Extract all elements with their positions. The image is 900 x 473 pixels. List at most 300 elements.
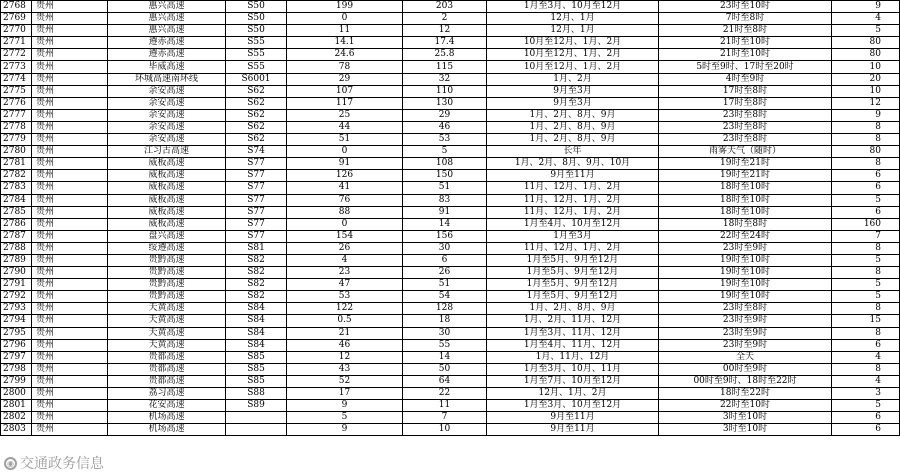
highway-name-cell: 贵都高速 bbox=[108, 351, 226, 363]
hours-cell: 7时至8时 bbox=[659, 13, 832, 25]
table-row bbox=[1, 388, 900, 400]
row-number: 2791 bbox=[1, 279, 32, 291]
length-cell: 6 bbox=[832, 182, 900, 194]
start-km-cell: 44 bbox=[287, 121, 403, 133]
route-code-cell: S50 bbox=[226, 25, 287, 37]
hours-cell: 23时至9时 bbox=[659, 339, 832, 351]
table-row bbox=[1, 400, 900, 412]
hours-cell: 23时至8时 bbox=[659, 134, 832, 146]
start-km-cell: 12 bbox=[287, 351, 403, 363]
province-cell: 贵州 bbox=[32, 170, 108, 182]
length-cell: 12 bbox=[832, 97, 900, 109]
end-km-cell: 51 bbox=[403, 279, 487, 291]
row-number: 2783 bbox=[1, 182, 32, 194]
row-number: 2788 bbox=[1, 242, 32, 254]
route-code-cell: S84 bbox=[226, 315, 287, 327]
length-cell: 6 bbox=[832, 170, 900, 182]
hours-cell: 23时至9时 bbox=[659, 315, 832, 327]
hours-cell: 雨雾天气（随时） bbox=[659, 146, 832, 158]
start-km-cell: 14.1 bbox=[287, 37, 403, 49]
route-code-cell: S62 bbox=[226, 134, 287, 146]
months-cell: 1月至5月、9月至12月 bbox=[487, 279, 659, 291]
end-km-cell: 26 bbox=[403, 267, 487, 279]
row-number: 2782 bbox=[1, 170, 32, 182]
row-number: 2786 bbox=[1, 218, 32, 230]
start-km-cell: 26 bbox=[287, 242, 403, 254]
hours-cell: 21时至8时 bbox=[659, 25, 832, 37]
end-km-cell: 130 bbox=[403, 97, 487, 109]
province-cell: 贵州 bbox=[32, 206, 108, 218]
table-row bbox=[1, 25, 900, 37]
length-cell: 8 bbox=[832, 267, 900, 279]
highway-name-cell: 江习古高速 bbox=[108, 146, 226, 158]
table-row bbox=[1, 339, 900, 351]
end-km-cell: 150 bbox=[403, 170, 487, 182]
length-cell: 6 bbox=[832, 412, 900, 424]
hours-cell: 23时至9时 bbox=[659, 242, 832, 254]
row-number: 2790 bbox=[1, 267, 32, 279]
length-cell: 6 bbox=[832, 339, 900, 351]
route-code-cell: S84 bbox=[226, 339, 287, 351]
table-row bbox=[1, 375, 900, 387]
province-cell: 贵州 bbox=[32, 109, 108, 121]
months-cell: 1月、2月 bbox=[487, 73, 659, 85]
table-row bbox=[1, 303, 900, 315]
table-row bbox=[1, 13, 900, 25]
province-cell: 贵州 bbox=[32, 230, 108, 242]
months-cell: 9月至11月 bbox=[487, 170, 659, 182]
row-number: 2770 bbox=[1, 25, 32, 37]
province-cell: 贵州 bbox=[32, 267, 108, 279]
end-km-cell: 30 bbox=[403, 327, 487, 339]
highway-name-cell: 遵赤高速 bbox=[108, 49, 226, 61]
province-cell: 贵州 bbox=[32, 1, 108, 13]
row-number: 2769 bbox=[1, 13, 32, 25]
table-row bbox=[1, 37, 900, 49]
length-cell: 80 bbox=[832, 49, 900, 61]
highway-name-cell: 威板高速 bbox=[108, 206, 226, 218]
hours-cell: 21时至10时 bbox=[659, 49, 832, 61]
end-km-cell: 110 bbox=[403, 85, 487, 97]
route-code-cell: S50 bbox=[226, 13, 287, 25]
hours-cell: 5时至9时、17时至20时 bbox=[659, 61, 832, 73]
table-row bbox=[1, 230, 900, 242]
hours-cell: 19时至10时 bbox=[659, 254, 832, 266]
province-cell: 贵州 bbox=[32, 13, 108, 25]
highway-name-cell: 盘兴高速 bbox=[108, 230, 226, 242]
start-km-cell: 88 bbox=[287, 206, 403, 218]
end-km-cell: 53 bbox=[403, 134, 487, 146]
table-row bbox=[1, 194, 900, 206]
hours-cell: 23时至9时 bbox=[659, 327, 832, 339]
route-code-cell: S55 bbox=[226, 49, 287, 61]
row-number: 2772 bbox=[1, 49, 32, 61]
length-cell: 5 bbox=[832, 25, 900, 37]
start-km-cell: 5 bbox=[287, 412, 403, 424]
table-row bbox=[1, 170, 900, 182]
months-cell: 1月至3月、11月、12月 bbox=[487, 327, 659, 339]
table-row bbox=[1, 61, 900, 73]
hours-cell: 19时至21时 bbox=[659, 170, 832, 182]
end-km-cell: 64 bbox=[403, 375, 487, 387]
row-number: 2768 bbox=[1, 1, 32, 13]
row-number: 2774 bbox=[1, 73, 32, 85]
hours-cell: 18时至10时 bbox=[659, 206, 832, 218]
start-km-cell: 91 bbox=[287, 158, 403, 170]
months-cell: 1月至7月、10月至12月 bbox=[487, 375, 659, 387]
start-km-cell: 43 bbox=[287, 363, 403, 375]
length-cell: 80 bbox=[832, 37, 900, 49]
end-km-cell: 115 bbox=[403, 61, 487, 73]
months-cell: 11月、12月、1月、2月 bbox=[487, 242, 659, 254]
hours-cell: 18时至8时 bbox=[659, 218, 832, 230]
hours-cell: 21时至10时 bbox=[659, 37, 832, 49]
highway-name-cell: 威板高速 bbox=[108, 218, 226, 230]
start-km-cell: 46 bbox=[287, 339, 403, 351]
length-cell: 6 bbox=[832, 206, 900, 218]
highway-name-cell: 机场高速 bbox=[108, 412, 226, 424]
months-cell: 1月至4月、10月至12月 bbox=[487, 218, 659, 230]
length-cell: 8 bbox=[832, 158, 900, 170]
table-row bbox=[1, 291, 900, 303]
length-cell: 5 bbox=[832, 400, 900, 412]
months-cell: 1月至4月、11月、12月 bbox=[487, 339, 659, 351]
end-km-cell: 17.4 bbox=[403, 37, 487, 49]
province-cell: 贵州 bbox=[32, 218, 108, 230]
province-cell: 贵州 bbox=[32, 121, 108, 133]
route-code-cell: S84 bbox=[226, 303, 287, 315]
province-cell: 贵州 bbox=[32, 182, 108, 194]
province-cell: 贵州 bbox=[32, 146, 108, 158]
months-cell: 1月、2月、8月、9月、10月 bbox=[487, 158, 659, 170]
end-km-cell: 30 bbox=[403, 242, 487, 254]
hours-cell: 19时至21时 bbox=[659, 158, 832, 170]
route-code-cell: S77 bbox=[226, 194, 287, 206]
months-cell: 9月至3月 bbox=[487, 97, 659, 109]
watermark-text: 交通政务信息 bbox=[20, 456, 104, 472]
highway-name-cell: 惠兴高速 bbox=[108, 25, 226, 37]
row-number: 2781 bbox=[1, 158, 32, 170]
end-km-cell: 18 bbox=[403, 315, 487, 327]
highway-name-cell: 贵都高速 bbox=[108, 363, 226, 375]
province-cell: 贵州 bbox=[32, 412, 108, 424]
row-number: 2777 bbox=[1, 109, 32, 121]
route-code-cell: S62 bbox=[226, 109, 287, 121]
end-km-cell: 5 bbox=[403, 146, 487, 158]
highway-name-cell: 贵黔高速 bbox=[108, 279, 226, 291]
length-cell: 8 bbox=[832, 121, 900, 133]
start-km-cell: 122 bbox=[287, 303, 403, 315]
row-number: 2776 bbox=[1, 97, 32, 109]
route-code-cell bbox=[226, 412, 287, 424]
start-km-cell: 154 bbox=[287, 230, 403, 242]
route-code-cell: S81 bbox=[226, 242, 287, 254]
province-cell: 贵州 bbox=[32, 303, 108, 315]
months-cell: 11月、12月、1月、2月 bbox=[487, 182, 659, 194]
hours-cell: 23时至8时 bbox=[659, 121, 832, 133]
months-cell: 9月至11月 bbox=[487, 424, 659, 436]
row-number: 2789 bbox=[1, 254, 32, 266]
row-number: 2771 bbox=[1, 37, 32, 49]
hours-cell: 3时至10时 bbox=[659, 424, 832, 436]
province-cell: 贵州 bbox=[32, 49, 108, 61]
route-code-cell: S62 bbox=[226, 97, 287, 109]
end-km-cell: 128 bbox=[403, 303, 487, 315]
province-cell: 贵州 bbox=[32, 25, 108, 37]
months-cell: 1月至5月、9月至12月 bbox=[487, 291, 659, 303]
province-cell: 贵州 bbox=[32, 279, 108, 291]
table-row bbox=[1, 267, 900, 279]
row-number: 2792 bbox=[1, 291, 32, 303]
highway-name-cell: 贵黔高速 bbox=[108, 291, 226, 303]
hours-cell: 23时至10时 bbox=[659, 1, 832, 13]
row-number: 2795 bbox=[1, 327, 32, 339]
highway-name-cell: 威板高速 bbox=[108, 182, 226, 194]
end-km-cell: 12 bbox=[403, 25, 487, 37]
months-cell: 1月、2月、8月、9月 bbox=[487, 121, 659, 133]
highway-name-cell: 环城高速南环线 bbox=[108, 73, 226, 85]
hours-cell: 全天 bbox=[659, 351, 832, 363]
end-km-cell: 2 bbox=[403, 13, 487, 25]
table-body bbox=[1, 1, 900, 436]
table-row bbox=[1, 1, 900, 13]
table-row bbox=[1, 242, 900, 254]
route-code-cell: S77 bbox=[226, 218, 287, 230]
row-number: 2799 bbox=[1, 375, 32, 387]
length-cell: 9 bbox=[832, 1, 900, 13]
length-cell: 8 bbox=[832, 363, 900, 375]
highway-name-cell: 天黄高速 bbox=[108, 303, 226, 315]
hours-cell: 3时至10时 bbox=[659, 412, 832, 424]
hours-cell: 4时至9时 bbox=[659, 73, 832, 85]
length-cell: 6 bbox=[832, 424, 900, 436]
start-km-cell: 25 bbox=[287, 109, 403, 121]
route-code-cell: S77 bbox=[226, 170, 287, 182]
hours-cell: 22时至24时 bbox=[659, 230, 832, 242]
start-km-cell: 0 bbox=[287, 13, 403, 25]
watermark-logo-icon: ◉ bbox=[4, 457, 17, 470]
table-row bbox=[1, 97, 900, 109]
route-code-cell: S84 bbox=[226, 327, 287, 339]
row-number: 2775 bbox=[1, 85, 32, 97]
length-cell: 8 bbox=[832, 242, 900, 254]
length-cell: 15 bbox=[832, 315, 900, 327]
end-km-cell: 108 bbox=[403, 158, 487, 170]
table-row bbox=[1, 254, 900, 266]
table-row bbox=[1, 109, 900, 121]
length-cell: 4 bbox=[832, 13, 900, 25]
months-cell: 1月、2月、8月、9月 bbox=[487, 109, 659, 121]
province-cell: 贵州 bbox=[32, 61, 108, 73]
table-row bbox=[1, 412, 900, 424]
months-cell: 1月至3月、10月、11月 bbox=[487, 363, 659, 375]
end-km-cell: 32 bbox=[403, 73, 487, 85]
end-km-cell: 25.8 bbox=[403, 49, 487, 61]
province-cell: 贵州 bbox=[32, 327, 108, 339]
start-km-cell: 24.6 bbox=[287, 49, 403, 61]
months-cell: 11月、12月、1月、2月 bbox=[487, 194, 659, 206]
route-code-cell: S85 bbox=[226, 375, 287, 387]
months-cell: 1月至3月 bbox=[487, 230, 659, 242]
table-row bbox=[1, 73, 900, 85]
highway-name-cell: 余安高速 bbox=[108, 85, 226, 97]
row-number: 2780 bbox=[1, 146, 32, 158]
highway-name-cell: 天黄高速 bbox=[108, 339, 226, 351]
row-number: 2793 bbox=[1, 303, 32, 315]
province-cell: 贵州 bbox=[32, 339, 108, 351]
end-km-cell: 14 bbox=[403, 351, 487, 363]
start-km-cell: 9 bbox=[287, 400, 403, 412]
end-km-cell: 203 bbox=[403, 1, 487, 13]
hours-cell: 18时至10时 bbox=[659, 182, 832, 194]
row-number: 2787 bbox=[1, 230, 32, 242]
months-cell: 12月、1月 bbox=[487, 25, 659, 37]
route-code-cell: S89 bbox=[226, 400, 287, 412]
months-cell: 1月、11月、12月 bbox=[487, 351, 659, 363]
row-number: 2797 bbox=[1, 351, 32, 363]
months-cell: 10月至12月、1月、2月 bbox=[487, 37, 659, 49]
end-km-cell: 156 bbox=[403, 230, 487, 242]
highway-name-cell: 余安高速 bbox=[108, 134, 226, 146]
row-number: 2800 bbox=[1, 388, 32, 400]
end-km-cell: 55 bbox=[403, 339, 487, 351]
province-cell: 贵州 bbox=[32, 424, 108, 436]
highway-name-cell: 威板高速 bbox=[108, 194, 226, 206]
table-row bbox=[1, 134, 900, 146]
end-km-cell: 46 bbox=[403, 121, 487, 133]
route-code-cell: S74 bbox=[226, 146, 287, 158]
route-code-cell: S77 bbox=[226, 206, 287, 218]
start-km-cell: 53 bbox=[287, 291, 403, 303]
row-number: 2803 bbox=[1, 424, 32, 436]
route-code-cell: S85 bbox=[226, 351, 287, 363]
route-code-cell: S77 bbox=[226, 230, 287, 242]
start-km-cell: 41 bbox=[287, 182, 403, 194]
months-cell: 1月至5月、9月至12月 bbox=[487, 254, 659, 266]
route-code-cell: S82 bbox=[226, 291, 287, 303]
highway-name-cell: 贵黔高速 bbox=[108, 267, 226, 279]
highway-name-cell: 绥遵高速 bbox=[108, 242, 226, 254]
hours-cell: 00时至9时、18时至22时 bbox=[659, 375, 832, 387]
start-km-cell: 0 bbox=[287, 146, 403, 158]
province-cell: 贵州 bbox=[32, 37, 108, 49]
start-km-cell: 47 bbox=[287, 279, 403, 291]
route-code-cell: S77 bbox=[226, 182, 287, 194]
route-code-cell: S82 bbox=[226, 254, 287, 266]
row-number: 2796 bbox=[1, 339, 32, 351]
start-km-cell: 11 bbox=[287, 25, 403, 37]
start-km-cell: 4 bbox=[287, 254, 403, 266]
hours-cell: 23时至8时 bbox=[659, 303, 832, 315]
months-cell: 1月至5月、9月至12月 bbox=[487, 267, 659, 279]
row-number: 2794 bbox=[1, 315, 32, 327]
months-cell: 12月、1月、2月 bbox=[487, 388, 659, 400]
row-number: 2779 bbox=[1, 134, 32, 146]
province-cell: 贵州 bbox=[32, 73, 108, 85]
hours-cell: 17时至8时 bbox=[659, 85, 832, 97]
end-km-cell: 6 bbox=[403, 254, 487, 266]
table-row bbox=[1, 182, 900, 194]
months-cell: 长年 bbox=[487, 146, 659, 158]
province-cell: 贵州 bbox=[32, 97, 108, 109]
end-km-cell: 10 bbox=[403, 424, 487, 436]
start-km-cell: 199 bbox=[287, 1, 403, 13]
start-km-cell: 21 bbox=[287, 327, 403, 339]
length-cell: 5 bbox=[832, 254, 900, 266]
hours-cell: 19时至10时 bbox=[659, 279, 832, 291]
highway-name-cell: 贵都高速 bbox=[108, 375, 226, 387]
route-code-cell: S55 bbox=[226, 37, 287, 49]
months-cell: 9月至3月 bbox=[487, 85, 659, 97]
months-cell: 1月至3月、10月至12月 bbox=[487, 1, 659, 13]
start-km-cell: 52 bbox=[287, 375, 403, 387]
province-cell: 贵州 bbox=[32, 388, 108, 400]
table-row bbox=[1, 218, 900, 230]
start-km-cell: 76 bbox=[287, 194, 403, 206]
table-row bbox=[1, 158, 900, 170]
route-code-cell: S55 bbox=[226, 61, 287, 73]
province-cell: 贵州 bbox=[32, 315, 108, 327]
end-km-cell: 7 bbox=[403, 412, 487, 424]
route-code-cell: S82 bbox=[226, 267, 287, 279]
highway-name-cell: 余安高速 bbox=[108, 109, 226, 121]
highway-name-cell: 天黄高速 bbox=[108, 315, 226, 327]
route-code-cell: S88 bbox=[226, 388, 287, 400]
highway-name-cell: 余安高速 bbox=[108, 121, 226, 133]
months-cell: 1月、2月、11月、12月 bbox=[487, 315, 659, 327]
length-cell: 10 bbox=[832, 85, 900, 97]
row-number: 2773 bbox=[1, 61, 32, 73]
highway-name-cell: 惠兴高速 bbox=[108, 13, 226, 25]
end-km-cell: 91 bbox=[403, 206, 487, 218]
row-number: 2798 bbox=[1, 363, 32, 375]
months-cell: 12月、1月 bbox=[487, 13, 659, 25]
table-row bbox=[1, 327, 900, 339]
length-cell: 5 bbox=[832, 194, 900, 206]
hours-cell: 23时至8时 bbox=[659, 109, 832, 121]
end-km-cell: 50 bbox=[403, 363, 487, 375]
province-cell: 贵州 bbox=[32, 400, 108, 412]
route-code-cell: S85 bbox=[226, 363, 287, 375]
start-km-cell: 78 bbox=[287, 61, 403, 73]
table-row bbox=[1, 424, 900, 436]
hours-cell: 18时至22时 bbox=[659, 388, 832, 400]
province-cell: 贵州 bbox=[32, 85, 108, 97]
length-cell: 80 bbox=[832, 146, 900, 158]
highway-name-cell: 花安高速 bbox=[108, 400, 226, 412]
length-cell: 4 bbox=[832, 375, 900, 387]
table-row bbox=[1, 363, 900, 375]
row-number: 2801 bbox=[1, 400, 32, 412]
highway-name-cell: 天黄高速 bbox=[108, 327, 226, 339]
end-km-cell: 51 bbox=[403, 182, 487, 194]
start-km-cell: 17 bbox=[287, 388, 403, 400]
route-code-cell bbox=[226, 424, 287, 436]
province-cell: 贵州 bbox=[32, 158, 108, 170]
length-cell: 3 bbox=[832, 388, 900, 400]
row-number: 2785 bbox=[1, 206, 32, 218]
months-cell: 1月、2月、8月、9月 bbox=[487, 134, 659, 146]
start-km-cell: 9 bbox=[287, 424, 403, 436]
start-km-cell: 29 bbox=[287, 73, 403, 85]
length-cell: 20 bbox=[832, 73, 900, 85]
hours-cell: 22时至10时 bbox=[659, 400, 832, 412]
province-cell: 贵州 bbox=[32, 242, 108, 254]
province-cell: 贵州 bbox=[32, 351, 108, 363]
province-cell: 贵州 bbox=[32, 254, 108, 266]
end-km-cell: 11 bbox=[403, 400, 487, 412]
end-km-cell: 22 bbox=[403, 388, 487, 400]
